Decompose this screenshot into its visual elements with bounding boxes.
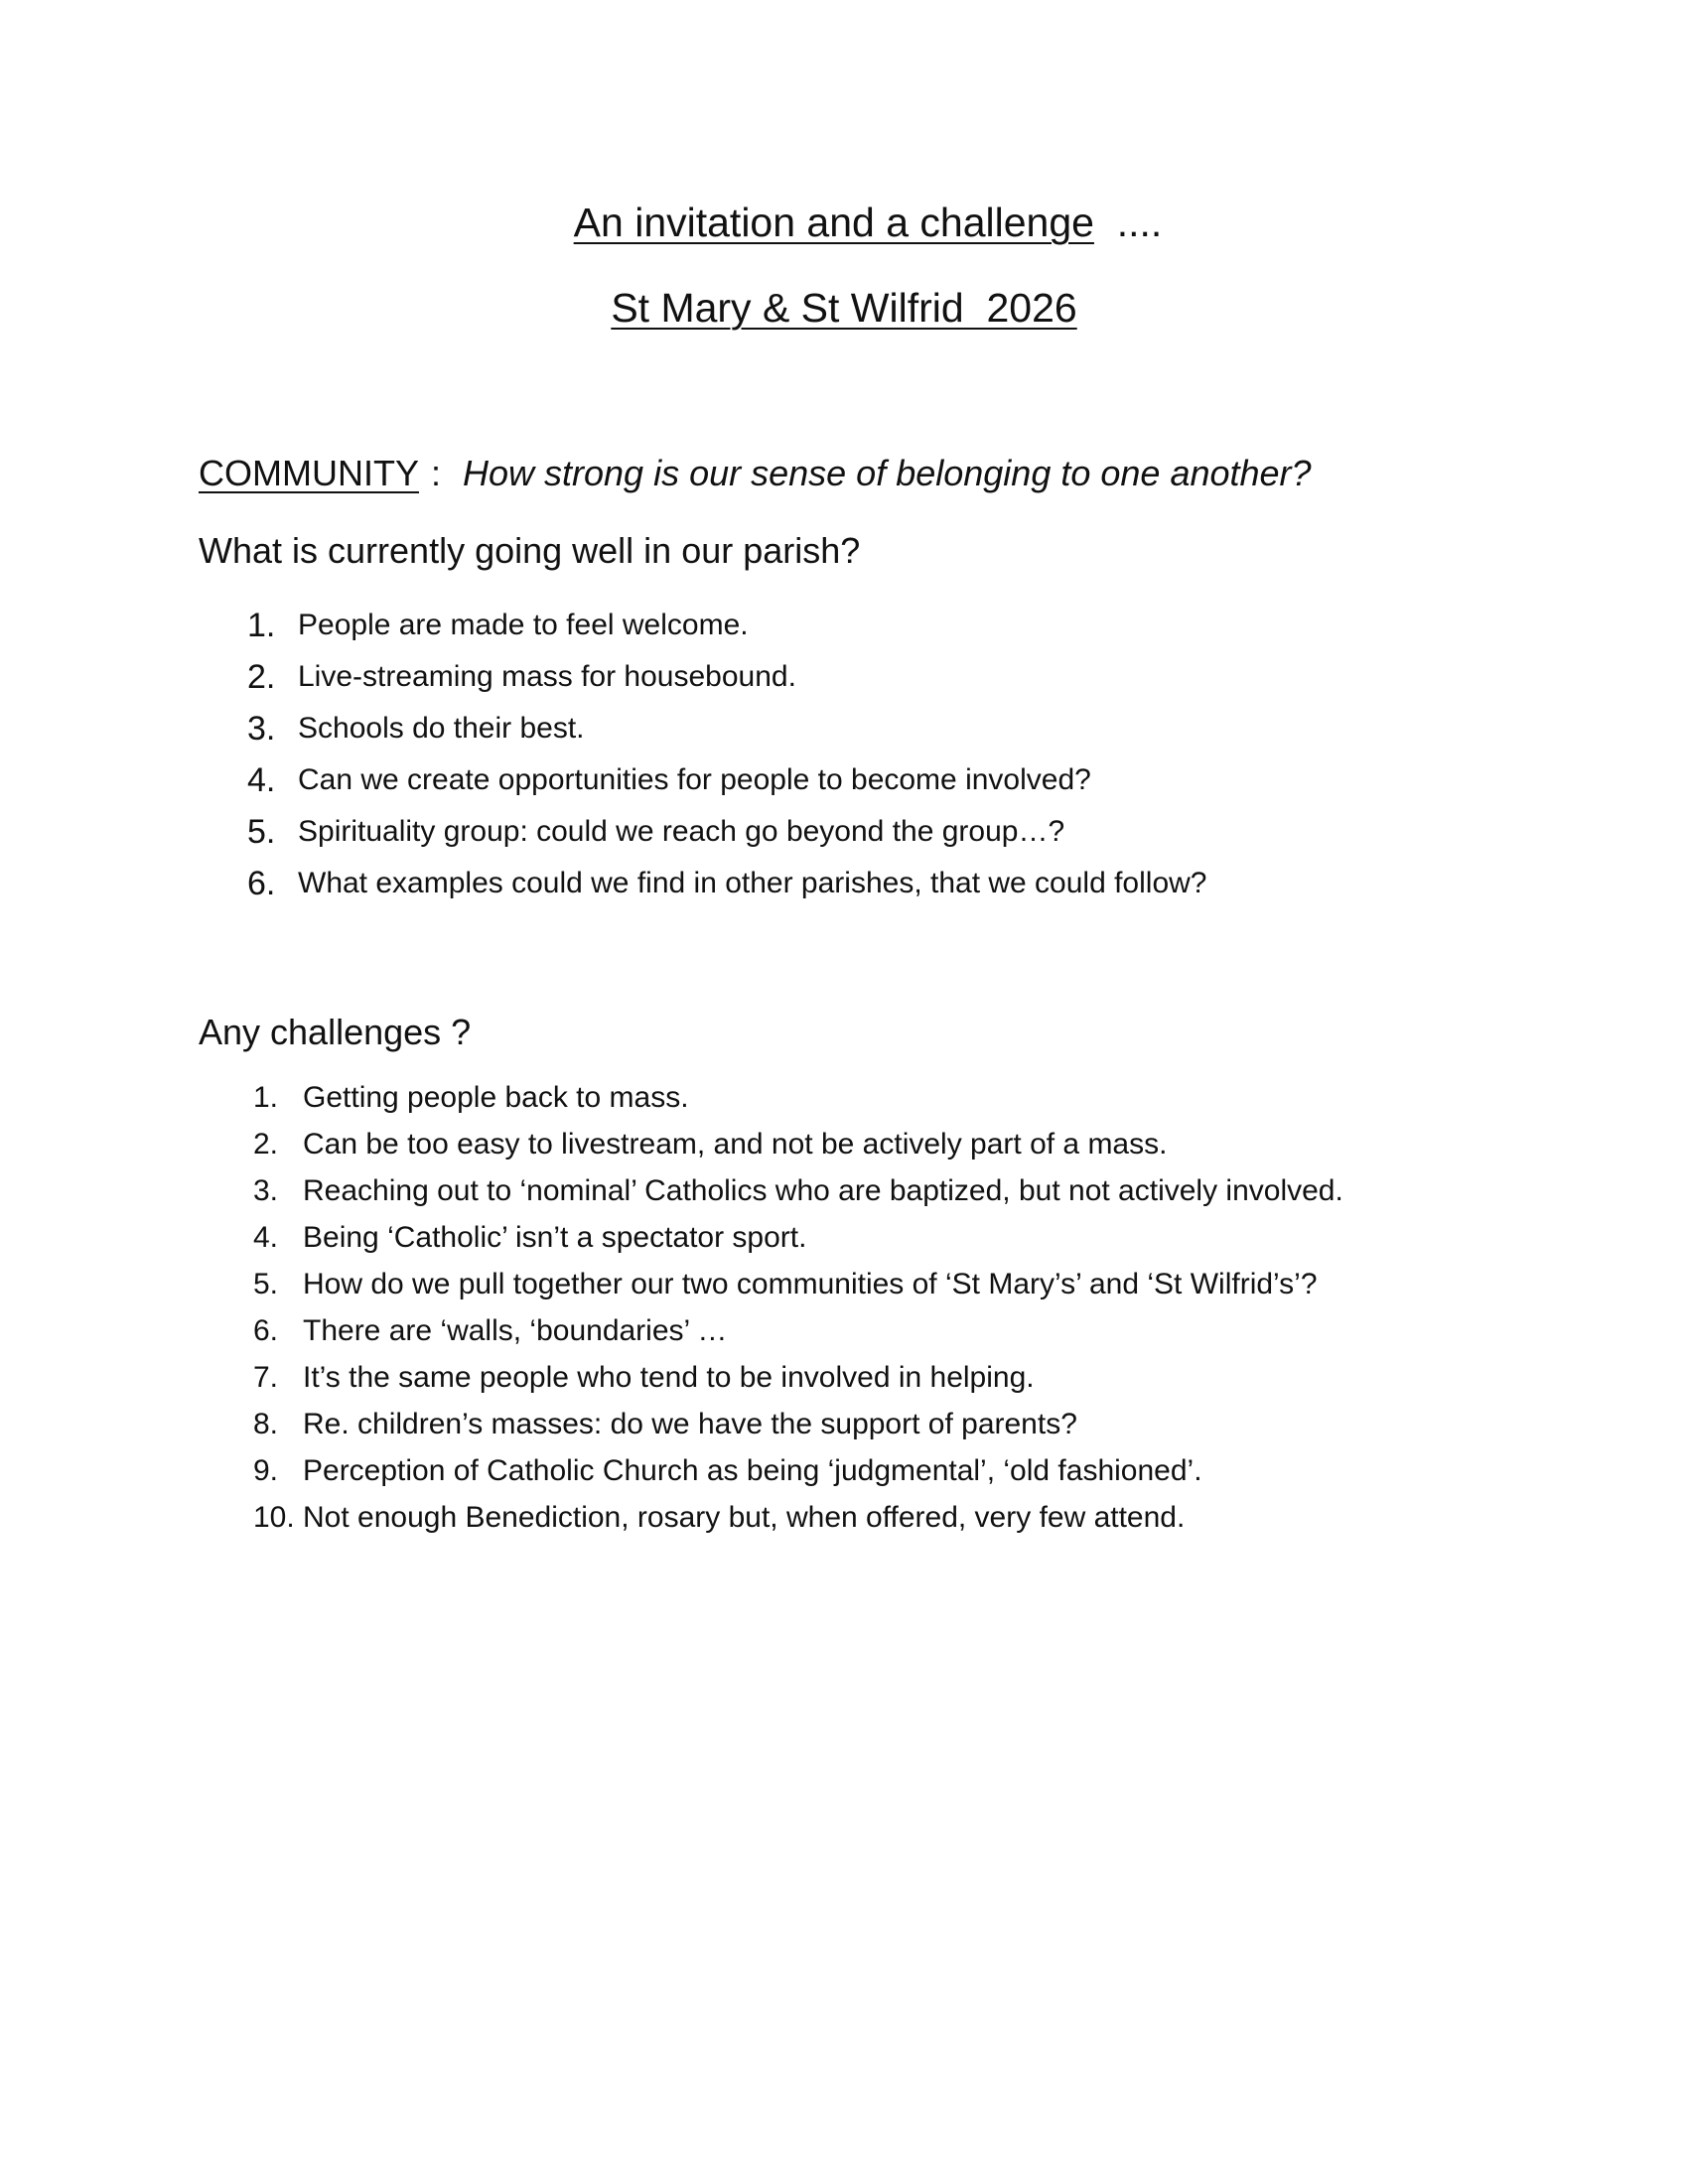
list-item-text: Can be too easy to livestream, and not be actively part of a mass.: [303, 1128, 1168, 1160]
title-main: An invitation and a challenge: [573, 200, 1094, 245]
list-item-text: Reaching out to ‘nominal’ Catholics who are baptized, but not actively involved.: [303, 1174, 1343, 1207]
list-item-text: There are ‘walls, ‘boundaries’ …: [303, 1314, 728, 1347]
list-item-number: 3.: [247, 710, 276, 748]
list-item-text: People are made to feel welcome.: [298, 609, 749, 641]
community-separator: :: [430, 453, 441, 493]
list-item-text: Live-streaming mass for housebound.: [298, 660, 796, 693]
list-item-number: 4.: [247, 761, 276, 799]
community-label: COMMUNITY: [199, 453, 419, 493]
document-subtitle: [0, 283, 1688, 333]
list-item-number: 9.: [253, 1454, 279, 1487]
list-item-text: Spirituality group: could we reach go beyond the group…?: [298, 815, 1065, 848]
list-item-text: Schools do their best.: [298, 712, 585, 745]
list-item-number: 1.: [253, 1081, 279, 1114]
list-item-text: Being ‘Catholic’ isn’t a spectator sport.: [303, 1221, 807, 1254]
list-item-text: Getting people back to mass.: [303, 1081, 689, 1114]
list-item-number: 1.: [247, 607, 276, 644]
community-question: How strong is our sense of belonging to one another?: [463, 453, 1312, 493]
list-item-number: 6.: [247, 865, 276, 902]
list-item-text: Re. children’s masses: do we have the support of parents?: [303, 1408, 1077, 1440]
list-item-text: Can we create opportunities for people to become involved?: [298, 763, 1091, 796]
list-item-number: 7.: [253, 1361, 279, 1394]
title-ellipsis: ....: [1116, 200, 1163, 245]
going-well-heading: What is currently going well in our parish?: [199, 530, 861, 571]
list-item-text: Perception of Catholic Church as being ‘judgmental’, ‘old fashioned’.: [303, 1454, 1202, 1487]
list-item-number: 5.: [247, 813, 276, 851]
list-item-number: 2.: [247, 658, 276, 696]
list-item-number: 10.: [253, 1501, 295, 1534]
document-title: [0, 198, 1688, 247]
list-item-number: 8.: [253, 1408, 279, 1440]
challenges-heading: Any challenges ?: [199, 1012, 472, 1052]
list-item-text: How do we pull together our two communities of ‘St Mary’s’ and ‘St Wilfrid’s’?: [303, 1268, 1318, 1300]
list-item-number: 3.: [253, 1174, 279, 1207]
list-item-text: What examples could we find in other parishes, that we could follow?: [298, 867, 1207, 899]
subtitle-text: St Mary & St Wilfrid 2026: [611, 285, 1077, 331]
list-item-number: 6.: [253, 1314, 279, 1347]
list-item-number: 2.: [253, 1128, 279, 1160]
list-item-number: 4.: [253, 1221, 279, 1254]
list-item-number: 5.: [253, 1268, 279, 1300]
list-item-text: It’s the same people who tend to be involved in helping.: [303, 1361, 1035, 1394]
community-heading: [199, 452, 1312, 495]
list-item-text: Not enough Benediction, rosary but, when offered, very few attend.: [303, 1501, 1186, 1534]
